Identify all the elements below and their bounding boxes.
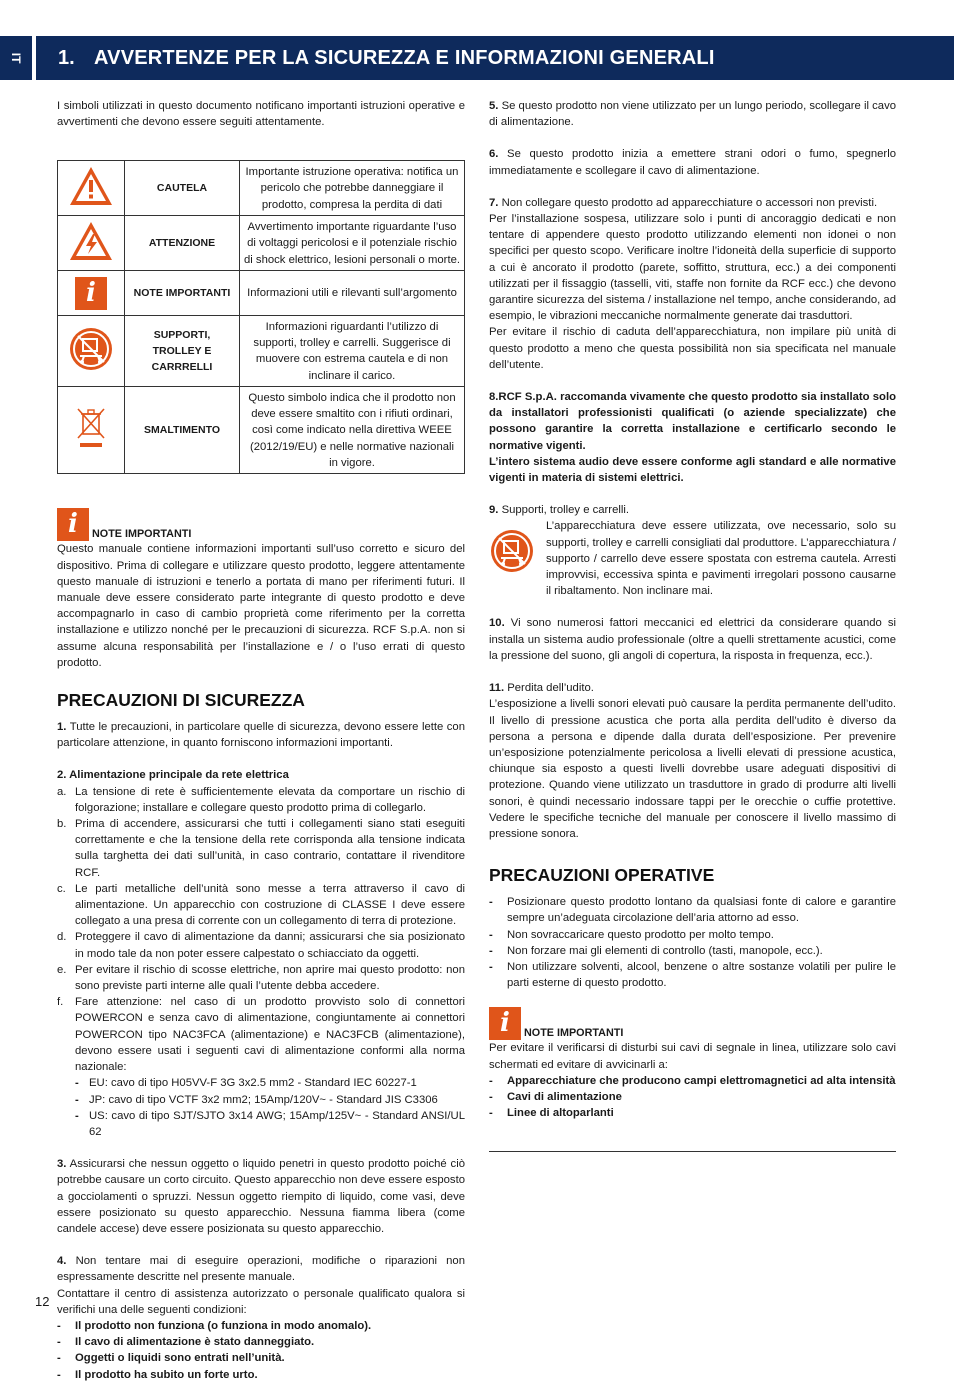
language-code: IT (9, 52, 24, 64)
safety-item-3: 3. Assicurarsi che nessun oggetto o liquido penetri in questo prodotto poiché ciò potrebbe causare un corto circuito. Questo apparecchio non deve essere esposto a gocciolamenti o spruzzi. Nessun oggetto riempito di liquido, come vasi, deve essere posizionato su questo apparecchio. Nessuna fiamma libera (come candele accese) deve essere posizionata su questo apparecchio. (57, 1158, 465, 1235)
note-text: Questo manuale contiene informazioni importanti sull’uso corretto e sicuro del dispositivo. Prima di collegare e utilizzare questo prodotto, leggere attentamente questo manuale di istruzioni e tenerlo a portata di mano per riferimenti futuri. Il manuale deve essere considerato parte integrante di questo prodotto e deve accompagnarlo in caso di cambio proprietà come riferimento per la corretta installazione e utilizzo nonché per le precauzioni di sicurezza. RCF S.p.A. non si assume alcuna responsabilità per l’installazione e / o l’uso errati di questo prodotto. (57, 543, 465, 669)
symbol-description: Importante istruzione operativa: notifica un pericolo che potrebbe danneggiare il prodotto, compresa la perdita di dati (240, 161, 465, 216)
list-item: - Cavi di alimentazione (489, 1090, 622, 1103)
symbol-label: ATTENZIONE (125, 216, 240, 271)
safety-item-4-contact: Contattare il centro di assistenza autorizzato o personale qualificato qualora si verifichi una delle seguenti condizioni: (57, 1287, 465, 1316)
section-header (36, 36, 954, 80)
weee-bin-icon (74, 405, 108, 451)
symbol-row-smaltimento (58, 387, 465, 474)
section-title: AVVERTENZE PER LA SICUREZZA E INFORMAZIONI GENERALI (94, 47, 715, 69)
left-column (57, 98, 465, 1383)
safety-item-8-standards: L’intero sistema audio deve essere conforme agli standard e alle normative vigenti in materia di sistemi elettrici. (489, 455, 896, 485)
cable-list (75, 1075, 465, 1140)
symbol-description: Informazioni utili e rilevanti sull’argomento (240, 271, 465, 316)
trolley-icon (68, 326, 114, 372)
safety-item-9-text: L’apparecchiatura deve essere utilizzata, ove necessario, solo su supporti, trolley e carrelli consigliati dal produttore. L’apparecchiatura / supporto / carrello deve essere spostata con estrema cautela. Arresti improvvisi, eccessiva spinta e pavimenti irregolari possono causarne il ribaltamento. Non inclinare mai. (546, 520, 896, 598)
note-text: Per evitare il verificarsi di disturbi sui cavi di segnale in linea, utilizzare solo cavi schermati ed evitare di avvicinarli a: (489, 1042, 896, 1071)
cable-item: - JP: cavo di tipo VCTF 3x2 mm2; 15Amp/120V~ - Standard JIS C3306 (75, 1093, 438, 1106)
symbol-label: NOTE IMPORTANTI (125, 271, 240, 316)
list-item: - Apparecchiature che producono campi elettromagnetici ad alta intensità (489, 1074, 896, 1087)
list-item: d. Proteggere il cavo di alimentazione da danni; assicurarsi che sia posizionato in modo tale da non poter essere calpestato o schiacciato da oggetti. (57, 931, 465, 960)
list-item: a. La tensione di rete è sufficientemente elevata da comportare un rischio di folgorazione; installare e collegare questo prodotto prima di collegarlo. (57, 785, 465, 814)
divider (489, 1151, 896, 1152)
cable-item: - US: cavo di tipo SJT/SJTO 3x14 AWG; 15Amp/125V~ - Standard ANSI/UL 62 (75, 1109, 465, 1138)
power-supply-list (57, 784, 465, 1140)
intro-text: I simboli utilizzati in questo documento notificano importanti istruzioni operative e avvertimenti che devono essere seguiti attentamente. (57, 100, 465, 129)
condition-list (57, 1318, 465, 1383)
symbol-row-cautela (58, 161, 465, 216)
symbol-label: SMALTIMENTO (125, 387, 240, 474)
safety-item-7: 7. Non collegare questo prodotto ad apparecchiature o accessori non previsti. (489, 196, 878, 209)
safety-item-10: 10. Vi sono numerosi fattori meccanici ed elettrici da considerare quando si installa un sistema audio professionale (oltre a quelli strettamente acustici, come la pressione del suono, gli angoli di copertura, la risposta in frequenza, ecc.). (489, 617, 897, 662)
safety-item-11-text: L’esposizione a livelli sonori elevati può causare la perdita permanente dell’udito. Il livello di pressione acustica che porta alla perdita dell’udito è diverso da persona a persona e dipende dalla durata dell’esposizione. Per prevenire un’esposizione potenzialmente pericolosa a livelli elevati di pressione acustica, chiunque sia esposto a questi livelli dovrebbe usare adeguati dispositivi di protezione. Quando viene utilizzato un trasduttore in grado di produrre alti livelli sonori, è quindi necessario indossare tappi per le orecchie o cuffie protettive. Vedere le specifiche tecniche del manuale per conoscere il livello massimo di pressione sonora. (489, 698, 896, 840)
cable-item: - EU: cavo di tipo H05VV-F 3G 3x2.5 mm2 - Standard IEC 60227-1 (75, 1077, 417, 1090)
symbol-row-supporti (58, 316, 465, 387)
page-number: 12 (35, 1294, 50, 1309)
list-item: - Il prodotto ha subito un forte urto. (57, 1368, 258, 1381)
list-item: - Oggetti o liquidi sono entrati nell’unità. (57, 1352, 285, 1365)
operative-list (489, 894, 896, 991)
safety-item-6: 6. Se questo prodotto inizia a emettere strani odori o fumo, spegnerlo immediatamente e scollegare il cavo di alimentazione. (489, 148, 896, 177)
safety-item-2-title: 2. Alimentazione principale da rete elettrica (57, 769, 289, 782)
list-item: b. Prima di accendere, assicurarsi che tutti i collegamenti siano stati eseguiti correttamente e che la tensione della rete corrisponda alla tensione indicata sulla targhetta dei dati sull’unità, in caso contrario, contattare il rivenditore RCF. (57, 818, 465, 879)
section-number: 1. (58, 47, 75, 69)
note-important-header (489, 1007, 896, 1040)
list-item: - Posizionare questo prodotto lontano da qualsiasi fonte di calore e garantire sempre un’adeguata circolazione dell’aria attorno ad esso. (489, 896, 896, 925)
list-item: e. Per evitare il rischio di scosse elettriche, non aprire mai questo prodotto: non sono previste parti interne alle quali l’utente debba accedere. (57, 963, 465, 993)
safety-item-7-stacking: Per evitare il rischio di caduta dell’apparecchiatura, non impilare più unità di questo prodotto a meno che questa possibilità non sia specificata nel manuale dell’utente. (489, 326, 896, 371)
safety-item-8: 8.RCF S.p.A. raccomanda vivamente che questo prodotto sia installato solo da installatori professionisti qualificati (o aziende specializzate) che possono garantire la corretta installazione e certificarlo secondo le normative vigenti. (489, 391, 896, 452)
list-item: - Il prodotto non funziona (o funziona in modo anomalo). (57, 1319, 372, 1332)
electric-shock-icon (68, 220, 114, 262)
right-column (489, 98, 896, 1152)
note-label: NOTE IMPORTANTI (524, 1027, 624, 1040)
list-item: - Non sovraccaricare questo prodotto per molto tempo. (489, 928, 774, 941)
symbol-description: Informazioni riguardanti l’utilizzo di supporti, trolley e carrelli. Suggerisce di muovere con estrema cautela e di non inclinare il carico. (240, 316, 465, 387)
safety-item-7-installation: Per l’installazione sospesa, utilizzare solo i punti di ancoraggio dedicati e non tentare di appendere questo prodotto utilizzando elementi non idonei o non specifici per questo scopo. Verificare inoltre l’idoneità della superficie di supporto a cui è ancorato il prodotto (parete, soffitto, struttura, ecc.) a dei componenti utilizzati per il fissaggio (tasselli, viti, staffe non fornite da RCF ecc.) che devono garantire sicurezza del sistema / installazione nel tempo, anche considerando, ad esempio, le vibrazioni meccaniche normalmente generate dai trasduttori. (489, 213, 896, 323)
interference-list (489, 1073, 896, 1122)
list-item: - Linee di altoparlanti (489, 1107, 614, 1120)
list-item: - Non forzare mai gli elementi di controllo (tasti, manopole, ecc.). (489, 944, 823, 957)
info-icon: i (75, 277, 107, 310)
warning-triangle-icon (68, 165, 114, 207)
list-item: - Non utilizzare solventi, alcool, benzene o altre sostanze volatili per pulire le parti esterne di questo prodotto. (489, 960, 896, 990)
note-important-header (57, 508, 465, 541)
safety-item-5: 5. Se questo prodotto non viene utilizzato per un lungo periodo, scollegare il cavo di alimentazione. (489, 100, 896, 129)
safety-item-1: 1. Tutte le precauzioni, in particolare quelle di sicurezza, devono essere lette con particolare attenzione, in quanto forniscono informazioni importanti. (57, 721, 465, 750)
note-label: NOTE IMPORTANTI (92, 528, 192, 541)
language-tab (0, 36, 32, 80)
operative-heading: PRECAUZIONI OPERATIVE (489, 865, 715, 886)
list-item: f. Fare attenzione: nel caso di un prodotto provvisto solo di connettori POWERCON e senza cavo di alimentazione, congiuntamente ai connettori POWERCON tipo NAC3FCA (alimentazione) e NAC3FCB (alimentazione), devono essere usati i seguenti cavi di alimentazione conformi alla norma nazionale: - EU: cavo di tipo H05VV-F 3G 3x2.5 mm2 - Standard IEC 60227-1 - JP: cavo di tipo VCTF 3x2 mm2; 15Amp/120V~ - Standard JIS C3306 - US: cavo di tipo SJT/SJTO 3x14 AWG; 15Amp/125V~ - Standard ANSI/UL 62 (57, 994, 465, 1140)
safety-item-4: 4. Non tentare mai di eseguire operazioni, modifiche o riparazioni non espressamente descritte nel presente manuale. (57, 1255, 465, 1284)
symbol-row-note (58, 271, 465, 316)
symbol-label: SUPPORTI, TROLLEY E CARRRELLI (125, 316, 240, 387)
list-item: c. Le parti metalliche dell’unità sono messe a terra attraverso il cavo di alimentazione. Un apparecchio con costruzione di CLASSE I deve essere collegato a una presa di corrente con un collegamento di terra di protezione. (57, 882, 465, 928)
list-item: - Il cavo di alimentazione è stato danneggiato. (57, 1336, 315, 1349)
safety-item-11: 11. Perdita dell’udito. (489, 682, 594, 695)
symbol-label: CAUTELA (125, 161, 240, 216)
info-icon: i (489, 1007, 521, 1040)
trolley-icon (489, 528, 535, 574)
symbol-row-attenzione (58, 216, 465, 271)
symbol-description: Questo simbolo indica che il prodotto non deve essere smaltito con i rifiuti ordinari, così come indicato nella direttiva WEEE (2012/19/EU) e nelle normative nazionali in vigore. (240, 387, 465, 474)
safety-heading: PRECAUZIONI DI SICUREZZA (57, 690, 305, 711)
trolley-block (489, 518, 896, 599)
info-icon: i (57, 508, 89, 541)
symbol-description: Avvertimento importante riguardante l’uso di voltaggi pericolosi e il potenziale rischio di shock elettrico, lesioni personali o morte. (240, 216, 465, 271)
symbols-table (57, 160, 465, 474)
safety-item-9: 9. Supporti, trolley e carrelli. (489, 504, 630, 517)
